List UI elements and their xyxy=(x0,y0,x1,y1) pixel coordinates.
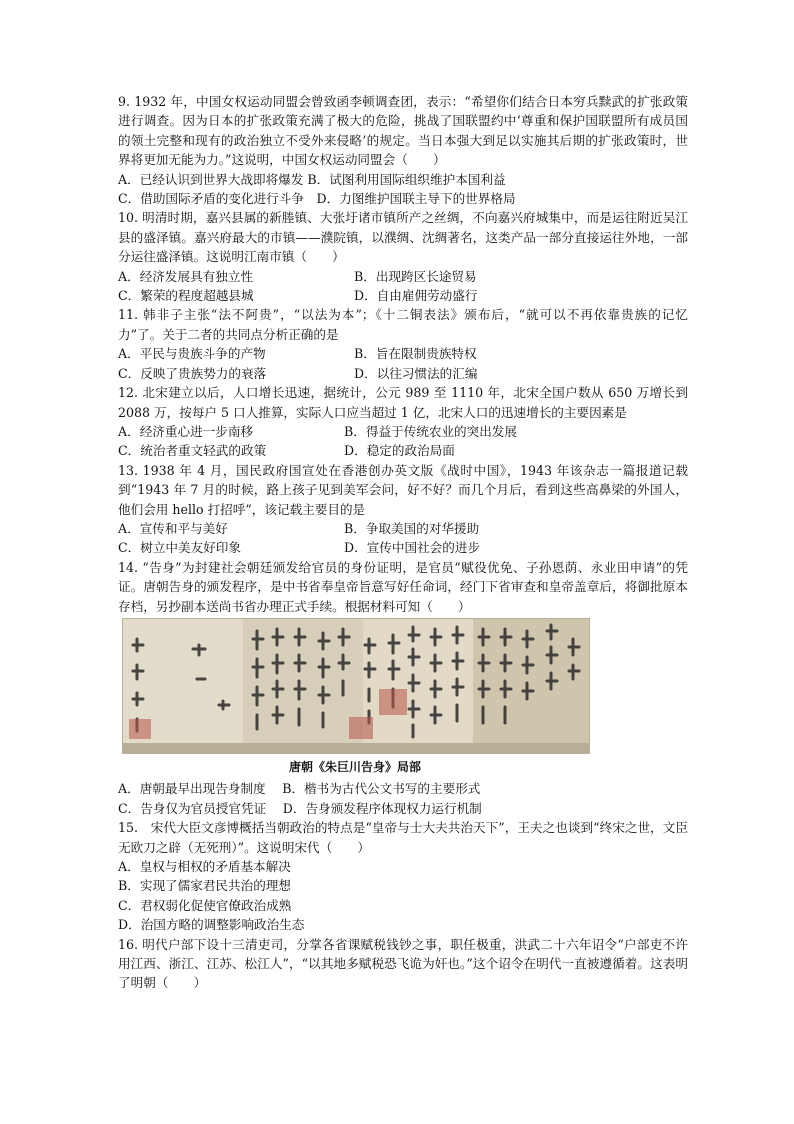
question-15 xyxy=(118,818,688,934)
option-d: D．宣传中国社会的进步 xyxy=(344,540,481,556)
question-10 xyxy=(118,208,688,305)
question-16 xyxy=(118,935,688,993)
question-stem: 15. 宋代大臣文彦博概括当朝政治的特点是“皇帝与士大夫共治天下”，王夫之也谈到“终宋之世，文臣无欧刀之辟（无死刑）”。这说明宋代（ ） xyxy=(118,820,688,855)
option-b: B．得益于传统农业的突出发展 xyxy=(344,423,517,439)
calligraphy-scan-image xyxy=(122,618,590,754)
question-stem: 10. 明清时期，嘉兴县属的新塍镇、大张圩诸市镇所产之丝绸，不向嘉兴府城集中，而是运往附近吴江县的盛泽镇。嘉兴府最大的市镇——濮院镇，以濮绸、沈绸著名，这类产品一部分直接运往外地，一部分运往盛泽镇。这说明江南市镇（ ） xyxy=(118,210,688,265)
exam-page xyxy=(118,92,688,993)
option-c: C．树立中美友好印象 xyxy=(118,540,241,556)
question-stem: 14. “告身”为封建社会朝廷颁发给官员的身份证明，是官员“赋役优免、子孙恩荫、永业田申请”的凭证。唐朝告身的颁发程序，是中书省奉皇帝旨意写好任命词，经门下省审查和皇帝盖章后，将御批原本存档，另抄副本送尚书省办理正式手续。根据材料可知（ ） xyxy=(118,559,688,614)
option-a: A．宣传和平与美好 xyxy=(118,520,228,536)
options-cd: C．借助国际矛盾的变化进行斗争 D．力图维护国联主导下的世界格局 xyxy=(118,191,516,207)
options-ab: A．已经认识到世界大战即将爆发 B．试图利用国际组织维护本国利益 xyxy=(118,171,506,187)
option-d: D．以往习惯法的汇编 xyxy=(354,365,478,381)
option-b: B．实现了儒家君民共治的理想 xyxy=(118,878,291,894)
question-13 xyxy=(118,461,688,558)
question-11 xyxy=(118,305,688,383)
option-a: A．经济发展具有独立性 xyxy=(118,268,254,284)
option-c: C．繁荣的程度超越县城 xyxy=(118,288,254,304)
question-9 xyxy=(118,92,688,208)
question-stem: 11. 韩非子主张“法不阿贵”，“以法为本”；《十二铜表法》颁布后，“就可以不再依靠贵族的记忆力”了。关于二者的共同点分析正确的是 xyxy=(118,307,688,342)
question-14 xyxy=(118,558,688,818)
option-a: A．经济重心进一步南移 xyxy=(118,423,254,439)
option-d: D．治国方略的调整影响政治生态 xyxy=(118,917,305,933)
question-stem: 13. 1938 年 4 月，国民政府国宣处在香港创办英文版《战时中国》，1943 年该杂志一篇报道记载到“1943 年 7 月的时候，路上孩子见到美军会问，好不好？而几个月后，看到这些高鼻梁的外国人，他们会用 hello 打招呼”，该记载主要目的是 xyxy=(118,462,688,517)
question-stem: 9. 1932 年，中国女权运动同盟会曾致函李顿调查团，表示：“希望你们结合日本穷兵黩武的扩张政策进行调查。因为日本的扩张政策充满了极大的危险，挑战了国联盟约中‘尊重和保护国联盟所有成员国的领土完整和现有的政治独立不受外来侵略’的规定。当日本强大到足以实施其后期的扩张政策时，世界将更加无能为力。”这说明，中国女权运动同盟会（ ） xyxy=(118,94,688,168)
document-figure xyxy=(122,618,592,777)
option-a: A．皇权与相权的矛盾基本解决 xyxy=(118,859,291,874)
figure-caption: 唐朝《朱巨川告身》局部 xyxy=(288,759,421,774)
option-a: A．平民与贵族斗争的产物 xyxy=(118,346,266,362)
option-c: C．反映了贵族势力的衰落 xyxy=(118,365,267,381)
option-b: B．争取美国的对华援助 xyxy=(344,520,480,536)
option-b: B．出现跨区长途贸易 xyxy=(354,268,477,284)
options-cd: C．告身仅为官员授官凭证 D．告身颁发程序体现权力运行机制 xyxy=(118,800,482,816)
question-12 xyxy=(118,383,688,461)
option-c: C．君权弱化促使官僚政治成熟 xyxy=(118,897,292,913)
question-stem: 16. 明代户部下设十三清吏司，分掌各省课赋税钱钞之事，职任极重，洪武二十六年诏令“户部吏不许用江西、浙江、江苏、松江人”，“以其地多赋税恐飞诡为奸也。”这个诏令在明代一直被遵循着。这表明了明朝（ ） xyxy=(118,936,688,991)
option-c: C．统治者重文轻武的政策 xyxy=(118,443,267,459)
options-ab: A．唐朝最早出现告身制度 B．楷书为古代公文书写的主要形式 xyxy=(118,781,481,797)
scan-texture xyxy=(123,619,589,753)
option-d: D．稳定的政治局面 xyxy=(344,443,455,459)
option-b: B．旨在限制贵族特权 xyxy=(354,346,477,362)
question-stem: 12. 北宋建立以后，人口增长迅速，据统计，公元 989 至 1110 年，北宋全国户数从 650 万增长到 2088 万，按每户 5 口人推算，实际人口应当超过 1 亿，北宋人口的迅速增长的主要因素是 xyxy=(118,385,688,420)
option-d: D．自由雇佣劳动盛行 xyxy=(354,288,478,304)
